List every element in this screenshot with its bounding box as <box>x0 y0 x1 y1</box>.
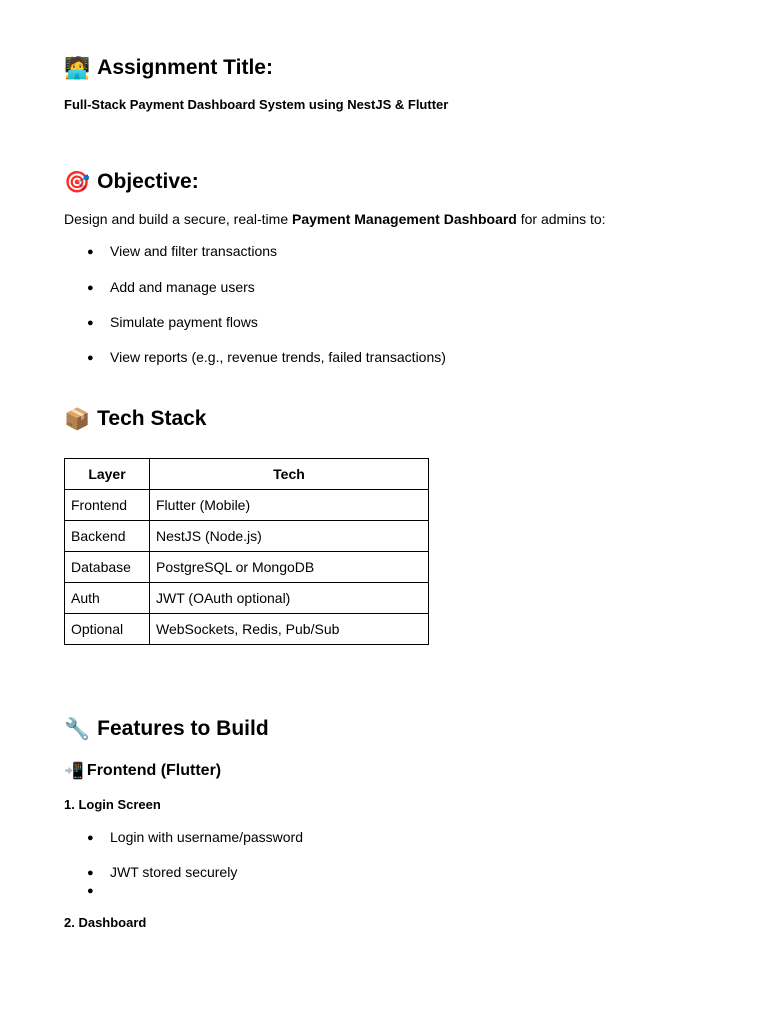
table-row <box>65 552 429 583</box>
objective-label: Objective: <box>97 170 199 193</box>
bullet-icon: ● <box>87 352 94 364</box>
objective-intro-after: for admins to: <box>516 211 606 227</box>
list-item-text: Add and manage users <box>110 279 255 295</box>
list-item-text: View and filter transactions <box>110 243 278 259</box>
table-cell-tech: JWT (OAuth optional) <box>150 583 429 614</box>
list-item <box>87 882 110 898</box>
table-cell-tech: Flutter (Mobile) <box>150 490 429 521</box>
list-item-text: View reports (e.g., revenue trends, failed transactions) <box>110 349 446 365</box>
dashboard-heading: 2. Dashboard <box>64 915 147 930</box>
list-item <box>87 243 277 259</box>
table-cell-layer: Frontend <box>65 490 150 521</box>
wrench-icon: 🔧 <box>64 717 91 741</box>
table-cell-tech: NestJS (Node.js) <box>150 521 429 552</box>
table-row <box>65 490 429 521</box>
list-item <box>87 279 255 295</box>
bullet-icon: ● <box>87 317 94 329</box>
features-label: Features to Build <box>97 717 269 740</box>
bullet-icon: ● <box>87 282 94 294</box>
assignment-title-heading <box>64 55 273 81</box>
tech-stack-table <box>64 458 429 645</box>
table-cell-tech: WebSockets, Redis, Pub/Sub <box>150 614 429 645</box>
technologist-icon: 🧑‍💻 <box>64 56 91 80</box>
bullet-icon: ● <box>87 867 94 879</box>
table-row <box>65 614 429 645</box>
objective-intro-bold: Payment Management Dashboard <box>292 211 517 227</box>
column-header-layer: Layer <box>65 459 150 490</box>
bullet-icon: ● <box>87 885 94 897</box>
table-cell-layer: Auth <box>65 583 150 614</box>
frontend-label: Frontend (Flutter) <box>86 761 222 779</box>
bullet-icon: ● <box>87 246 94 258</box>
assignment-title-label: Assignment Title: <box>97 56 273 79</box>
mobile-phone-arrow-icon: 📲 <box>64 761 84 780</box>
column-header-tech: Tech <box>150 459 429 490</box>
table-cell-tech: PostgreSQL or MongoDB <box>150 552 429 583</box>
features-heading <box>64 716 269 742</box>
table-row <box>65 521 429 552</box>
table-cell-layer: Optional <box>65 614 150 645</box>
table-cell-layer: Backend <box>65 521 150 552</box>
list-item <box>87 829 303 845</box>
tech-stack-heading <box>64 406 206 432</box>
login-screen-heading: 1. Login Screen <box>64 797 161 812</box>
list-item-text: Login with username/password <box>110 829 303 845</box>
list-item <box>87 864 237 880</box>
bullet-icon: ● <box>87 832 94 844</box>
objective-heading <box>64 169 199 195</box>
target-icon: 🎯 <box>64 170 91 194</box>
list-item <box>87 314 258 330</box>
list-item-text: JWT stored securely <box>110 864 238 880</box>
frontend-heading <box>64 761 221 780</box>
package-icon: 📦 <box>64 407 91 431</box>
list-item-text: Simulate payment flows <box>110 314 258 330</box>
table-row <box>65 583 429 614</box>
table-header-row <box>65 459 429 490</box>
objective-intro <box>64 211 606 227</box>
assignment-title-text: Full-Stack Payment Dashboard System using NestJS & Flutter <box>64 97 449 112</box>
list-item <box>87 349 446 365</box>
objective-intro-before: Design and build a secure, real-time <box>64 211 293 227</box>
tech-stack-label: Tech Stack <box>97 407 207 430</box>
table-cell-layer: Database <box>65 552 150 583</box>
